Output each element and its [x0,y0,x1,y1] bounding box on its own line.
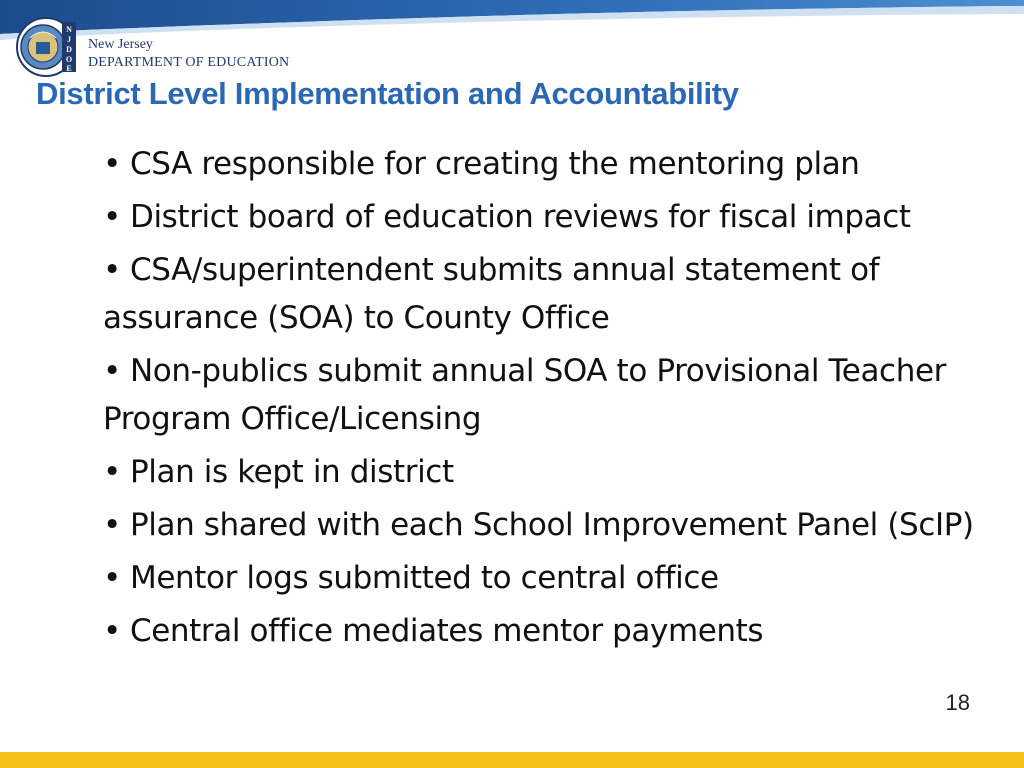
bullet-text: Mentor logs submitted to central office [130,560,719,596]
logo-letter: D [66,45,72,54]
agency-department: DEPARTMENT OF EDUCATION [88,55,290,70]
bullet-text: Central office mediates mentor payments [130,613,764,649]
bullet-text: Non-publics submit annual SOA to Provisional Teacher Program Office/Licensing [103,353,946,437]
bullet-item [103,554,983,602]
agency-name [88,36,289,72]
bullet-text: CSA responsible for creating the mentoring plan [130,146,860,182]
footer-accent-bar [0,752,1024,768]
bullet-list [103,140,983,660]
bullet-item [103,347,983,443]
agency-state: New Jersey [88,37,153,52]
header-wave-band [0,0,1024,40]
bullet-item [103,607,983,655]
bullet-text: Plan shared with each School Improvement Panel (ScIP) [130,507,974,543]
bullet-glyph: • [103,613,121,649]
bullet-glyph: • [103,353,121,389]
logo-letter: J [67,35,71,44]
bullet-glyph: • [103,199,121,235]
logo-letter: E [66,64,72,73]
bullet-item [103,193,983,241]
bullet-text: CSA/superintendent submits annual statement of assurance (SOA) to County Office [103,252,880,336]
slide-title: District Level Implementation and Accountability [36,76,739,111]
bullet-glyph: • [103,507,121,543]
bullet-text: Plan is kept in district [130,454,454,490]
bullet-item [103,246,983,342]
bullet-text: District board of education reviews for fiscal impact [130,199,911,235]
logo-letter: N [66,25,72,34]
logo-letter: O [65,55,73,64]
nj-doe-seal-logo [16,16,78,78]
bullet-item [103,448,983,496]
bullet-item [103,140,983,188]
bullet-glyph: • [103,146,121,182]
bullet-glyph: • [103,560,121,596]
page-number: 18 [945,690,970,715]
bullet-glyph: • [103,454,121,490]
bullet-glyph: • [103,252,121,288]
bullet-item [103,501,983,549]
